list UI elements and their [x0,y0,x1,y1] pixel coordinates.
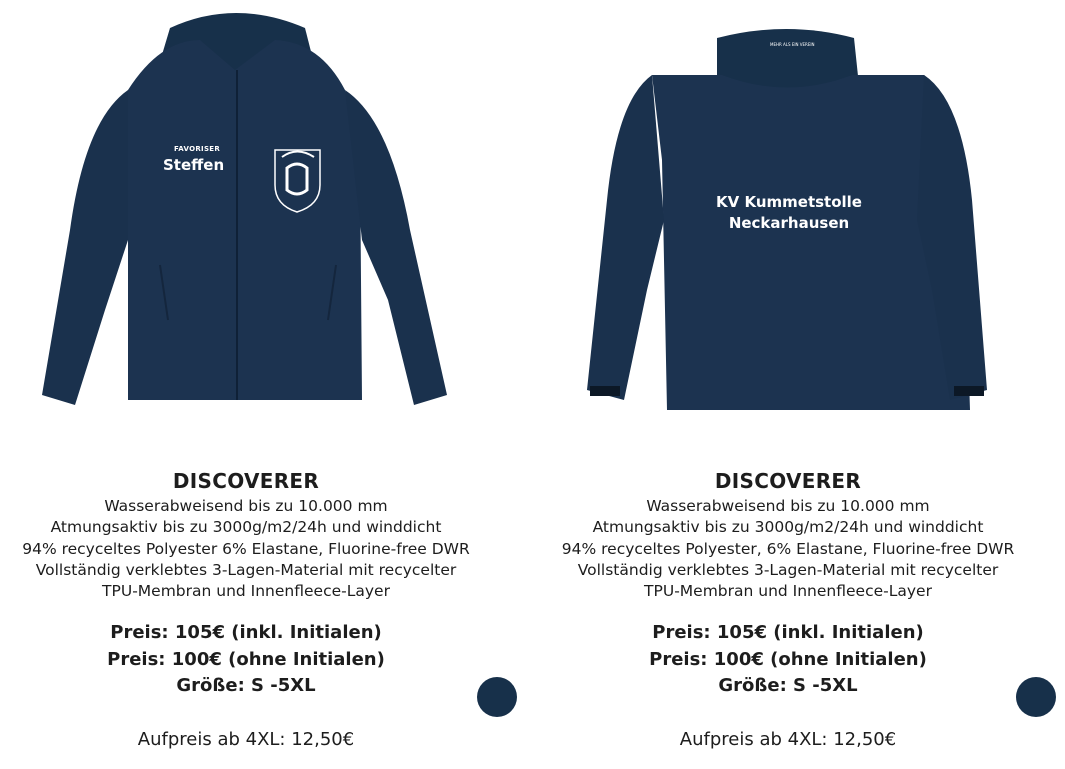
feature-line: 94% recyceltes Polyester 6% Elastane, Fluorine-free DWR [22,539,470,558]
color-swatch[interactable] [1016,677,1056,717]
feature-line: Vollständig verklebtes 3-Lagen-Material mit recycelter [35,560,457,579]
color-swatch[interactable] [477,677,517,717]
feature-line: TPU-Membran und Innenfleece-Layer [102,582,390,601]
feature-line: TPU-Membran und Innenfleece-Layer [644,582,932,601]
jacket-front-image [0,0,532,440]
back-print [704,192,874,234]
feature-line: Atmungsaktiv bis zu 3000g/m2/24h und winddicht [592,518,984,537]
product-info [522,468,1054,752]
price-without-initials: Preis: 100€ (ohne Initialen) [107,648,385,670]
feature-line: 94% recyceltes Polyester, 6% Elastane, Fluorine-free DWR [561,539,1015,558]
price-with-initials: Preis: 105€ (inkl. Initialen) [110,622,382,644]
surcharge-text: Aufpreis ab 4XL: 12,50€ [679,728,897,750]
feature-line: Wasserabweisend bis zu 10.000 mm [104,497,388,515]
feature-line: Wasserabweisend bis zu 10.000 mm [646,497,930,515]
back-print-line1: KV Kummetstolle [716,193,862,211]
size-range: Größe: S -5XL [718,675,858,697]
surcharge-text: Aufpreis ab 4XL: 12,50€ [137,728,355,750]
product-title: DISCOVERER [714,469,862,493]
feature-line: Vollständig verklebtes 3-Lagen-Material mit recycelter [577,560,999,579]
product-card-back [532,0,1064,769]
price-without-initials: Preis: 100€ (ohne Initialen) [649,648,927,670]
favoriser-label: FAVORISER [174,145,221,153]
price-with-initials: Preis: 105€ (inkl. Initialen) [652,622,924,644]
hood-print: MEHR ALS EIN VEREIN [770,42,815,47]
product-info [0,468,512,752]
back-print-line2: Neckarhausen [728,214,850,232]
size-range: Größe: S -5XL [176,675,316,697]
name-print: Steffen [163,156,225,174]
feature-line: Atmungsaktiv bis zu 3000g/m2/24h und winddicht [50,518,442,537]
product-card-front [0,0,532,769]
product-title: DISCOVERER [172,469,320,493]
